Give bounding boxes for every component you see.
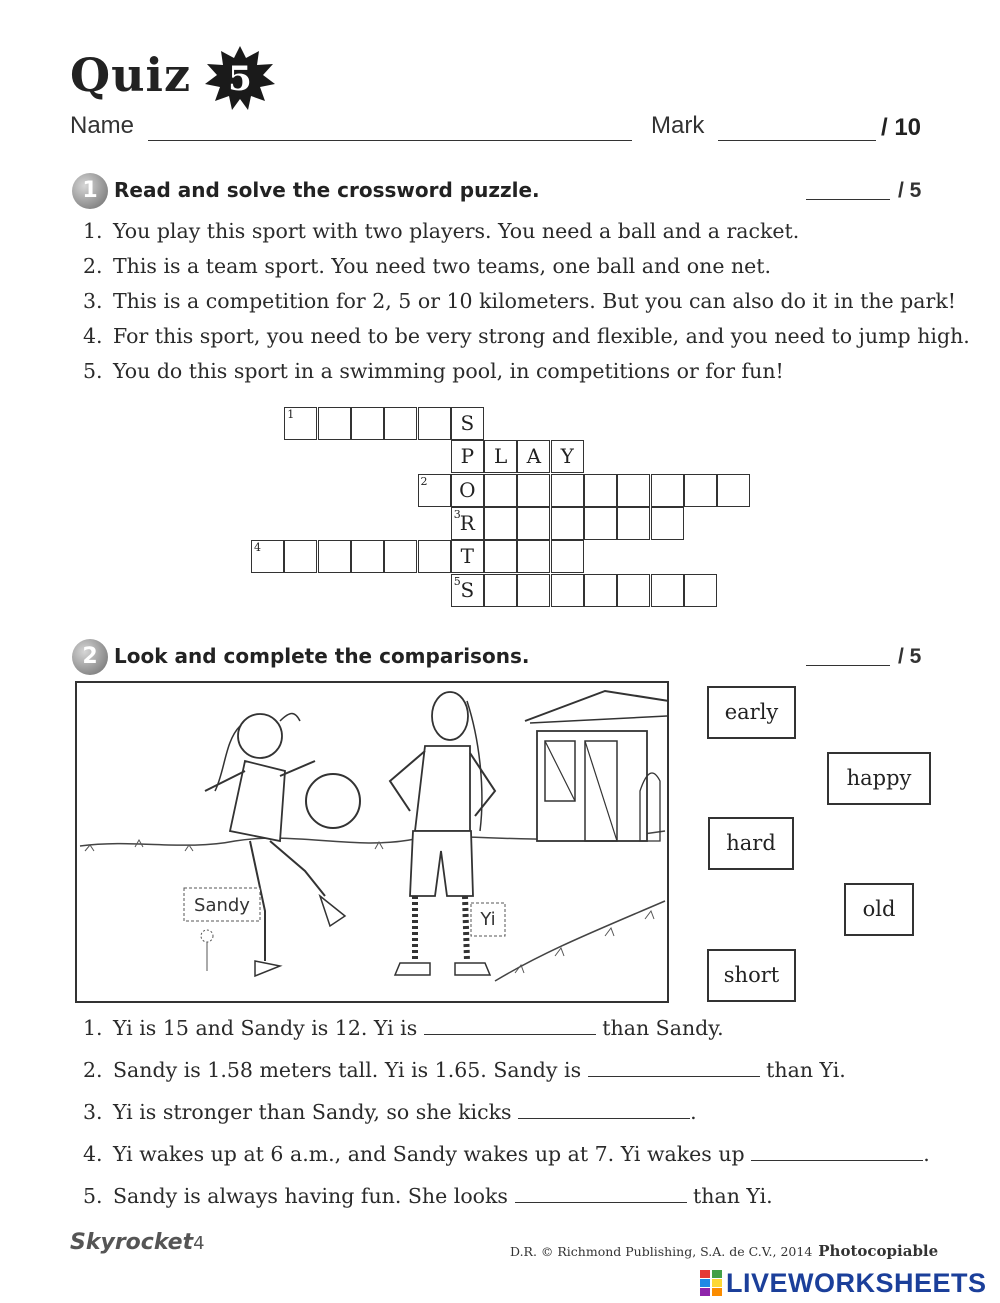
clue-text: You play this sport with two players. You need a ball and a racket.: [113, 219, 800, 243]
clue-number: 5.: [83, 359, 103, 383]
crossword-cell[interactable]: [484, 574, 517, 607]
brand-logo: [70, 1230, 205, 1255]
liveworksheets-wordmark: LIVEWORKSHEETS: [726, 1268, 987, 1298]
word-old[interactable]: old: [844, 883, 914, 936]
crossword-cell[interactable]: [484, 507, 517, 540]
label-sandy: Sandy: [194, 895, 250, 916]
crossword-cell[interactable]: [684, 574, 717, 607]
sentence-number: 1.: [83, 1016, 103, 1040]
sentence-after: than Sandy.: [602, 1016, 724, 1040]
sentence-1: [83, 1016, 724, 1040]
quiz-number-burst: [205, 46, 275, 110]
clue-text: This is a competition for 2, 5 or 10 kilometers. But you can also do it in the park!: [113, 289, 956, 313]
copyright-text: D.R. © Richmond Publishing, S.A. de C.V., 2014: [510, 1244, 813, 1259]
crossword-cell[interactable]: [251, 540, 284, 573]
crossword-cell[interactable]: [484, 474, 517, 507]
clue-3: [83, 289, 956, 313]
crossword-cell[interactable]: [418, 540, 451, 573]
mark-label: Mark: [651, 112, 705, 139]
sentence-number: 5.: [83, 1184, 103, 1208]
crossword-cell[interactable]: [684, 474, 717, 507]
crossword-cell[interactable]: [551, 574, 584, 607]
crossword-cell[interactable]: [551, 507, 584, 540]
mark-total: / 10: [881, 114, 922, 141]
crossword-cell[interactable]: [717, 474, 750, 507]
quiz-title: Quiz: [70, 48, 192, 102]
clue-text: You do this sport in a swimming pool, in competitions or for fun!: [113, 359, 784, 383]
answer-blank-4[interactable]: [751, 1142, 923, 1161]
clue-text: This is a team sport. You need two teams, one ball and one net.: [113, 254, 772, 278]
word-early[interactable]: early: [707, 686, 796, 739]
sentence-2: [83, 1058, 846, 1082]
sentence-after: .: [923, 1142, 930, 1166]
crossword-cell[interactable]: [318, 407, 351, 440]
crossword-cell[interactable]: [651, 574, 684, 607]
crossword-cell[interactable]: [517, 574, 550, 607]
clue-number: 4.: [83, 324, 103, 348]
crossword-letter: A: [526, 444, 542, 469]
sentence-before: Yi is stronger than Sandy, so she kicks: [113, 1100, 512, 1124]
section2-score-line[interactable]: [806, 665, 890, 666]
crossword-cell[interactable]: [551, 540, 584, 573]
crossword-cell[interactable]: [617, 474, 650, 507]
crossword-cell: [451, 507, 484, 540]
section2-number-badge: 2: [72, 639, 108, 675]
crossword-cell[interactable]: [651, 474, 684, 507]
crossword-cell[interactable]: [284, 540, 317, 573]
section2-title: Look and complete the comparisons.: [114, 644, 530, 668]
word-hard[interactable]: hard: [708, 817, 794, 870]
section1-number-badge: 1: [72, 173, 108, 209]
crossword-cell: [451, 440, 484, 473]
crossword-cell: [484, 440, 517, 473]
crossword-letter: O: [459, 477, 476, 502]
crossword-cell[interactable]: [384, 407, 417, 440]
comparison-picture: [75, 681, 669, 1003]
crossword-cell: [517, 440, 550, 473]
answer-blank-3[interactable]: [518, 1100, 690, 1119]
crossword-cell: [451, 540, 484, 573]
clue-text: For this sport, you need to be very strong and flexible, and you need to jump high.: [113, 324, 970, 348]
crossword-clue-number: 5: [453, 574, 461, 588]
sentence-number: 4.: [83, 1142, 103, 1166]
quiz-number: 5: [228, 59, 252, 99]
crossword-cell[interactable]: [284, 407, 317, 440]
sentence-after: than Yi.: [766, 1058, 846, 1082]
clue-2: [83, 254, 771, 278]
clue-4: [83, 324, 970, 348]
crossword-letter: L: [493, 444, 508, 469]
sentence-number: 2.: [83, 1058, 103, 1082]
copyright-line: [510, 1242, 938, 1260]
sentence-before: Yi is 15 and Sandy is 12. Yi is: [113, 1016, 418, 1040]
crossword-letter: T: [460, 544, 474, 569]
crossword-cell[interactable]: [484, 540, 517, 573]
crossword-cell: [451, 574, 484, 607]
crossword-letter: R: [459, 510, 475, 535]
section1-score: / 5: [898, 179, 922, 202]
sentence-before: Sandy is 1.58 meters tall. Yi is 1.65. Sandy is: [113, 1058, 582, 1082]
name-label: Name: [70, 112, 135, 139]
word-short[interactable]: short: [707, 949, 796, 1002]
crossword-clue-number: 2: [420, 474, 428, 488]
label-yi: Yi: [480, 909, 496, 930]
crossword-cell[interactable]: [351, 540, 384, 573]
crossword-cell[interactable]: [617, 574, 650, 607]
crossword-clue-number: 3: [453, 507, 461, 521]
sentence-after: than Yi.: [693, 1184, 773, 1208]
answer-blank-1[interactable]: [424, 1016, 596, 1035]
section2-score: / 5: [898, 645, 922, 668]
sentence-5: [83, 1184, 773, 1208]
crossword-cell[interactable]: [651, 507, 684, 540]
word-happy[interactable]: happy: [827, 752, 931, 805]
crossword-cell[interactable]: [517, 507, 550, 540]
crossword-cell[interactable]: [617, 507, 650, 540]
sentence-number: 3.: [83, 1100, 103, 1124]
section1-score-line[interactable]: [806, 199, 890, 200]
crossword-cell[interactable]: [584, 574, 617, 607]
crossword-clue-number: 1: [287, 408, 295, 421]
crossword-cell[interactable]: [584, 507, 617, 540]
crossword-cell[interactable]: [517, 540, 550, 573]
clue-1: [83, 219, 799, 243]
crossword-clue-number: 4: [254, 541, 261, 555]
crossword-cell: [551, 440, 584, 473]
answer-blank-5[interactable]: [515, 1184, 687, 1203]
crossword-cell: [451, 474, 484, 507]
clue-number: 3.: [83, 289, 103, 313]
crossword-letter: S: [460, 411, 475, 435]
crossword-cell[interactable]: [384, 540, 417, 573]
sentence-after: .: [690, 1100, 697, 1124]
crossword-letter: Y: [560, 444, 574, 469]
liveworksheets-logo-icon: [700, 1270, 722, 1296]
answer-blank-2[interactable]: [588, 1058, 760, 1077]
crossword-cell[interactable]: [418, 407, 451, 440]
clue-number: 2.: [83, 254, 103, 278]
mark-input-line[interactable]: [718, 140, 876, 141]
crossword-cell[interactable]: [517, 474, 550, 507]
crossword-letter: P: [460, 444, 475, 469]
brand-level: 4: [193, 1233, 205, 1254]
crossword-cell[interactable]: [318, 540, 351, 573]
clue-number: 1.: [83, 219, 103, 243]
crossword-letter: S: [460, 577, 475, 602]
sentence-before: Sandy is always having fun. She looks: [113, 1184, 508, 1208]
crossword-cell: [451, 407, 484, 440]
sentence-before: Yi wakes up at 6 a.m., and Sandy wakes up at 7. Yi wakes up: [113, 1142, 745, 1166]
clue-5: [83, 359, 784, 383]
section1-title: Read and solve the crossword puzzle.: [114, 178, 540, 202]
sentence-4: [83, 1142, 930, 1166]
photocopiable-label: Photocopiable: [818, 1242, 939, 1260]
brand-name: Skyrocket: [70, 1230, 194, 1255]
name-input-line[interactable]: [148, 140, 632, 141]
crossword-cell[interactable]: [584, 474, 617, 507]
crossword-cell[interactable]: [551, 474, 584, 507]
crossword-cell[interactable]: [351, 407, 384, 440]
sentence-3: [83, 1100, 697, 1124]
crossword-cell[interactable]: [418, 474, 451, 507]
